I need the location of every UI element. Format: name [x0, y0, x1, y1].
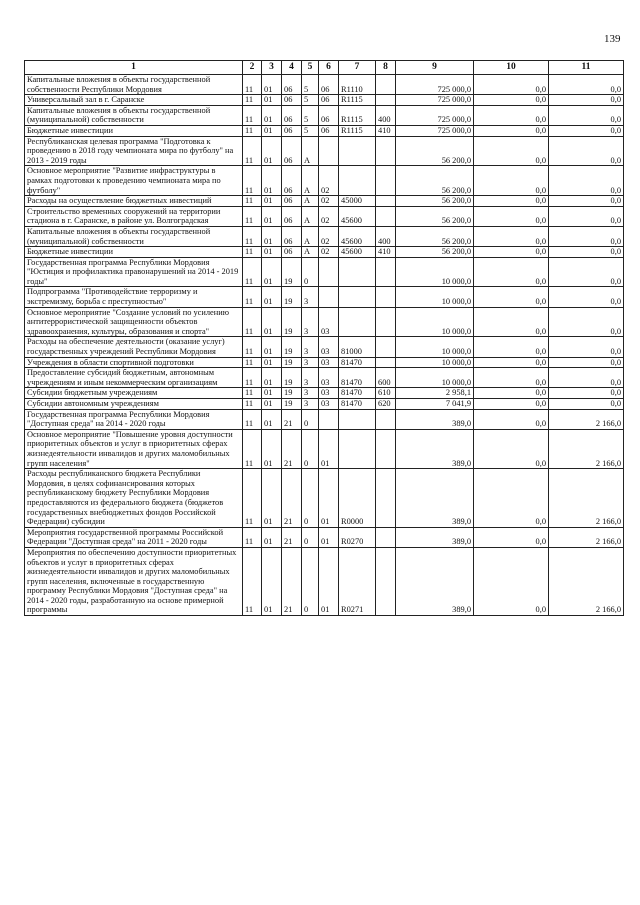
code-cell: 06	[319, 95, 339, 106]
code-cell: 45600	[339, 247, 376, 258]
amount-cell: 725 000,0	[396, 105, 474, 125]
amount-cell: 0,0	[474, 368, 549, 388]
amount-cell: 0,0	[474, 469, 549, 528]
code-cell: 0	[302, 527, 319, 547]
code-cell: 3	[302, 287, 319, 307]
row-name: Государственная программа Республики Мордовия "Доступная среда" на 2014 - 2020 годы	[25, 409, 243, 429]
code-cell: 610	[376, 388, 396, 399]
code-cell: 02	[319, 226, 339, 246]
table-row	[25, 368, 624, 388]
code-cell: 410	[376, 125, 396, 136]
code-cell: 01	[262, 388, 282, 399]
row-name: Республиканская целевая программа "Подготовка к проведению в 2018 году чемпионата мира по футболу" на 2013 - 2019 годы	[25, 136, 243, 166]
amount-cell: 10 000,0	[396, 337, 474, 357]
code-cell: 06	[282, 247, 302, 258]
table-row	[25, 307, 624, 337]
code-cell: R1115	[339, 95, 376, 106]
code-cell: 11	[243, 226, 262, 246]
amount-cell: 0,0	[549, 196, 624, 207]
row-name: Расходы на обеспечение деятельности (оказание услуг) государственных учреждений Республики Мордовия	[25, 337, 243, 357]
code-cell: 21	[282, 469, 302, 528]
code-cell: 01	[262, 257, 282, 287]
table-row	[25, 287, 624, 307]
amount-cell: 0,0	[474, 257, 549, 287]
table-row	[25, 75, 624, 95]
code-cell: 06	[282, 196, 302, 207]
table-row	[25, 547, 624, 615]
amount-cell: 0,0	[549, 357, 624, 368]
row-name: Основное мероприятие "Развитие инфраструктуры в рамках подготовки к проведению чемпионата мира по футболу"	[25, 166, 243, 196]
table-row	[25, 226, 624, 246]
code-cell	[376, 547, 396, 615]
code-cell	[376, 469, 396, 528]
code-cell: 5	[302, 125, 319, 136]
code-cell: 0	[302, 469, 319, 528]
amount-cell: 0,0	[474, 166, 549, 196]
row-name: Универсальный зал в г. Саранске	[25, 95, 243, 106]
code-cell	[339, 166, 376, 196]
code-cell: 11	[243, 469, 262, 528]
code-cell: 06	[282, 75, 302, 95]
amount-cell: 0,0	[549, 136, 624, 166]
code-cell: 19	[282, 307, 302, 337]
code-cell: 02	[319, 206, 339, 226]
code-cell	[319, 136, 339, 166]
amount-cell: 0,0	[549, 226, 624, 246]
code-cell: 3	[302, 337, 319, 357]
amount-cell: 0,0	[474, 226, 549, 246]
code-cell: 600	[376, 368, 396, 388]
code-cell: 11	[243, 166, 262, 196]
column-header: 1	[25, 61, 243, 75]
code-cell: 06	[282, 105, 302, 125]
row-name: Бюджетные инвестиции	[25, 125, 243, 136]
row-name: Расходы на осуществление бюджетных инвестиций	[25, 196, 243, 207]
amount-cell: 2 166,0	[549, 429, 624, 468]
table-row	[25, 337, 624, 357]
code-cell: 11	[243, 357, 262, 368]
code-cell: 11	[243, 368, 262, 388]
code-cell: 45000	[339, 196, 376, 207]
code-cell: 3	[302, 368, 319, 388]
column-header: 7	[339, 61, 376, 75]
code-cell: 01	[262, 226, 282, 246]
table-row	[25, 429, 624, 468]
amount-cell: 0,0	[549, 399, 624, 410]
code-cell: 11	[243, 257, 262, 287]
column-header: 9	[396, 61, 474, 75]
code-cell	[339, 429, 376, 468]
amount-cell: 2 166,0	[549, 527, 624, 547]
code-cell	[339, 307, 376, 337]
code-cell	[319, 409, 339, 429]
code-cell: 620	[376, 399, 396, 410]
amount-cell: 0,0	[474, 125, 549, 136]
code-cell: 01	[262, 337, 282, 357]
amount-cell: 0,0	[549, 247, 624, 258]
code-cell: А	[302, 166, 319, 196]
code-cell: 11	[243, 136, 262, 166]
code-cell: А	[302, 196, 319, 207]
code-cell: 01	[262, 75, 282, 95]
code-cell: 11	[243, 75, 262, 95]
code-cell: R1115	[339, 105, 376, 125]
column-header: 8	[376, 61, 396, 75]
code-cell: R0271	[339, 547, 376, 615]
amount-cell: 0,0	[549, 125, 624, 136]
amount-cell: 2 166,0	[549, 547, 624, 615]
code-cell	[376, 75, 396, 95]
code-cell: 01	[262, 527, 282, 547]
code-cell: 01	[319, 429, 339, 468]
code-cell: 06	[319, 75, 339, 95]
code-cell: 01	[262, 429, 282, 468]
amount-cell: 0,0	[549, 166, 624, 196]
code-cell: 03	[319, 307, 339, 337]
code-cell: 01	[262, 95, 282, 106]
code-cell	[376, 196, 396, 207]
amount-cell: 389,0	[396, 547, 474, 615]
amount-cell: 725 000,0	[396, 125, 474, 136]
table-row	[25, 409, 624, 429]
amount-cell: 0,0	[474, 196, 549, 207]
amount-cell: 0,0	[474, 105, 549, 125]
column-header: 5	[302, 61, 319, 75]
code-cell: 11	[243, 409, 262, 429]
code-cell	[376, 307, 396, 337]
amount-cell: 0,0	[474, 409, 549, 429]
amount-cell: 7 041,9	[396, 399, 474, 410]
amount-cell: 10 000,0	[396, 368, 474, 388]
code-cell: 19	[282, 257, 302, 287]
code-cell: 06	[282, 226, 302, 246]
code-cell: 06	[319, 125, 339, 136]
amount-cell: 0,0	[549, 337, 624, 357]
table-row	[25, 527, 624, 547]
row-name: Капитальные вложения в объекты государственной собственности Республики Мордовия	[25, 75, 243, 95]
code-cell: 01	[262, 469, 282, 528]
row-name: Основное мероприятие "Создание условий по усилению антитеррористической защищенности объектов здравоохранения, культуры, образования и спорта"	[25, 307, 243, 337]
code-cell: 06	[282, 125, 302, 136]
code-cell: 06	[319, 105, 339, 125]
code-cell: 01	[262, 125, 282, 136]
code-cell: 0	[302, 547, 319, 615]
row-name: Учреждения в области спортивной подготовки	[25, 357, 243, 368]
code-cell: 11	[243, 429, 262, 468]
amount-cell: 389,0	[396, 429, 474, 468]
code-cell: 01	[319, 527, 339, 547]
code-cell: 01	[262, 105, 282, 125]
amount-cell: 0,0	[474, 547, 549, 615]
amount-cell: 0,0	[549, 257, 624, 287]
code-cell: 11	[243, 527, 262, 547]
code-cell: 81000	[339, 337, 376, 357]
amount-cell: 0,0	[549, 206, 624, 226]
code-cell	[339, 136, 376, 166]
code-cell: 11	[243, 105, 262, 125]
code-cell	[319, 257, 339, 287]
code-cell: 11	[243, 287, 262, 307]
code-cell: 11	[243, 247, 262, 258]
amount-cell: 725 000,0	[396, 75, 474, 95]
amount-cell: 0,0	[474, 206, 549, 226]
code-cell: 19	[282, 287, 302, 307]
amount-cell: 56 200,0	[396, 247, 474, 258]
amount-cell: 0,0	[474, 357, 549, 368]
code-cell: 81470	[339, 388, 376, 399]
code-cell: 5	[302, 105, 319, 125]
code-cell: R1110	[339, 75, 376, 95]
code-cell: 03	[319, 368, 339, 388]
code-cell: 03	[319, 337, 339, 357]
code-cell: 11	[243, 388, 262, 399]
code-cell: 06	[282, 95, 302, 106]
amount-cell: 0,0	[474, 75, 549, 95]
amount-cell: 0,0	[474, 136, 549, 166]
code-cell: R0000	[339, 469, 376, 528]
column-header: 11	[549, 61, 624, 75]
code-cell: 19	[282, 399, 302, 410]
code-cell	[339, 257, 376, 287]
amount-cell: 0,0	[474, 307, 549, 337]
amount-cell: 56 200,0	[396, 206, 474, 226]
row-name: Мероприятия по обеспечению доступности приоритетных объектов и услуг в приоритетных сферах жизнедеятельности инвалидов и других маломобильных групп населения, включенные в государственную программу Республики Мордовия "Доступная среда" на 2014 - 2020 годы, разработанную на основе примерной программы	[25, 547, 243, 615]
row-name: Расходы республиканского бюджета Республики Мордовия, в целях софинансирования которых республиканскому бюджету Республики Мордовия предоставляются из федерального бюджета (бюджетов государственных внебюджетных фондов Российской Федерации) субсидии	[25, 469, 243, 528]
code-cell: 01	[262, 409, 282, 429]
code-cell: 06	[282, 206, 302, 226]
code-cell: 0	[302, 409, 319, 429]
amount-cell: 10 000,0	[396, 357, 474, 368]
amount-cell: 56 200,0	[396, 196, 474, 207]
amount-cell: 0,0	[549, 75, 624, 95]
code-cell: 400	[376, 226, 396, 246]
code-cell: 03	[319, 357, 339, 368]
code-cell: 11	[243, 307, 262, 337]
code-cell	[376, 527, 396, 547]
code-cell: 11	[243, 196, 262, 207]
code-cell: 11	[243, 399, 262, 410]
amount-cell: 56 200,0	[396, 226, 474, 246]
column-header: 4	[282, 61, 302, 75]
row-name: Капитальные вложения в объекты государственной (муниципальной) собственности	[25, 105, 243, 125]
table-row	[25, 257, 624, 287]
code-cell: 400	[376, 105, 396, 125]
amount-cell: 0,0	[474, 247, 549, 258]
code-cell: 01	[319, 547, 339, 615]
column-header: 2	[243, 61, 262, 75]
code-cell: R0270	[339, 527, 376, 547]
amount-cell: 2 166,0	[549, 469, 624, 528]
code-cell: 06	[282, 136, 302, 166]
code-cell	[339, 287, 376, 307]
code-cell: 19	[282, 368, 302, 388]
code-cell: А	[302, 136, 319, 166]
row-name: Мероприятия государственной программы Российской Федерации "Доступная среда" на 2011 - 2020 годы	[25, 527, 243, 547]
table-row	[25, 469, 624, 528]
code-cell	[376, 136, 396, 166]
code-cell: 01	[262, 166, 282, 196]
amount-cell: 0,0	[549, 368, 624, 388]
code-cell: 81470	[339, 368, 376, 388]
code-cell: 02	[319, 196, 339, 207]
table-row	[25, 399, 624, 410]
column-header: 10	[474, 61, 549, 75]
table-row	[25, 105, 624, 125]
code-cell: 45600	[339, 206, 376, 226]
code-cell: 11	[243, 337, 262, 357]
amount-cell: 0,0	[474, 527, 549, 547]
code-cell: 01	[262, 136, 282, 166]
amount-cell: 0,0	[549, 388, 624, 399]
code-cell: 01	[262, 547, 282, 615]
code-cell: 410	[376, 247, 396, 258]
code-cell	[376, 287, 396, 307]
code-cell: 3	[302, 307, 319, 337]
code-cell: 81470	[339, 357, 376, 368]
code-cell: 11	[243, 95, 262, 106]
table-row	[25, 247, 624, 258]
code-cell: 01	[262, 307, 282, 337]
amount-cell: 0,0	[474, 399, 549, 410]
code-cell: 03	[319, 399, 339, 410]
budget-table	[24, 60, 624, 616]
code-cell: 01	[262, 206, 282, 226]
code-cell: 45600	[339, 226, 376, 246]
code-cell	[376, 206, 396, 226]
amount-cell: 0,0	[474, 337, 549, 357]
column-header: 3	[262, 61, 282, 75]
code-cell: 81470	[339, 399, 376, 410]
row-name: Основное мероприятие "Повышение уровня доступности приоритетных объектов и услуг в приоритетных сферах жизнедеятельности инвалидов и других маломобильных групп населения"	[25, 429, 243, 468]
amount-cell: 389,0	[396, 469, 474, 528]
code-cell: 0	[302, 257, 319, 287]
code-cell: 01	[262, 196, 282, 207]
code-cell	[319, 287, 339, 307]
amount-cell: 0,0	[549, 307, 624, 337]
code-cell	[376, 409, 396, 429]
code-cell: 5	[302, 75, 319, 95]
row-name: Субсидии автономным учреждениям	[25, 399, 243, 410]
code-cell: 21	[282, 429, 302, 468]
code-cell	[376, 166, 396, 196]
table-header-row	[25, 61, 624, 75]
code-cell: 02	[319, 166, 339, 196]
amount-cell: 10 000,0	[396, 257, 474, 287]
page-number: 139	[604, 33, 621, 45]
table-row	[25, 357, 624, 368]
code-cell: 3	[302, 357, 319, 368]
code-cell: 02	[319, 247, 339, 258]
code-cell: 0	[302, 429, 319, 468]
code-cell: 01	[262, 357, 282, 368]
table-row	[25, 136, 624, 166]
amount-cell: 56 200,0	[396, 166, 474, 196]
code-cell: 06	[282, 166, 302, 196]
amount-cell: 0,0	[474, 388, 549, 399]
code-cell: 11	[243, 206, 262, 226]
code-cell: 21	[282, 527, 302, 547]
amount-cell: 0,0	[474, 429, 549, 468]
row-name: Государственная программа Республики Мордовия "Юстиция и профилактика правонарушений на 2014 - 2019 годы"	[25, 257, 243, 287]
code-cell: А	[302, 247, 319, 258]
table-row	[25, 206, 624, 226]
column-header: 6	[319, 61, 339, 75]
code-cell: 3	[302, 388, 319, 399]
code-cell: 01	[262, 247, 282, 258]
code-cell: 11	[243, 547, 262, 615]
code-cell	[376, 429, 396, 468]
amount-cell: 0,0	[474, 95, 549, 106]
code-cell: 3	[302, 399, 319, 410]
code-cell	[376, 337, 396, 357]
code-cell: 21	[282, 547, 302, 615]
row-name: Капитальные вложения в объекты государственной (муниципальной) собственности	[25, 226, 243, 246]
code-cell: R1115	[339, 125, 376, 136]
amount-cell: 389,0	[396, 527, 474, 547]
code-cell: 21	[282, 409, 302, 429]
amount-cell: 2 166,0	[549, 409, 624, 429]
code-cell: 01	[262, 368, 282, 388]
table-row	[25, 166, 624, 196]
code-cell: 01	[262, 399, 282, 410]
table-row	[25, 388, 624, 399]
code-cell: 01	[262, 287, 282, 307]
amount-cell: 2 958,1	[396, 388, 474, 399]
code-cell: 19	[282, 388, 302, 399]
amount-cell: 56 200,0	[396, 136, 474, 166]
code-cell: 01	[319, 469, 339, 528]
code-cell	[376, 257, 396, 287]
code-cell: 11	[243, 125, 262, 136]
code-cell: 5	[302, 95, 319, 106]
code-cell	[339, 409, 376, 429]
amount-cell: 0,0	[549, 105, 624, 125]
amount-cell: 10 000,0	[396, 287, 474, 307]
amount-cell: 0,0	[474, 287, 549, 307]
code-cell: 19	[282, 337, 302, 357]
code-cell	[376, 95, 396, 106]
amount-cell: 725 000,0	[396, 95, 474, 106]
row-name: Предоставление субсидий бюджетным, автономным учреждениям и иным некоммерческим организациям	[25, 368, 243, 388]
code-cell: 03	[319, 388, 339, 399]
table-row	[25, 196, 624, 207]
code-cell: А	[302, 206, 319, 226]
table-row	[25, 95, 624, 106]
amount-cell: 389,0	[396, 409, 474, 429]
amount-cell: 0,0	[549, 287, 624, 307]
code-cell: 19	[282, 357, 302, 368]
code-cell	[376, 357, 396, 368]
table-row	[25, 125, 624, 136]
amount-cell: 10 000,0	[396, 307, 474, 337]
code-cell: А	[302, 226, 319, 246]
row-name: Строительство временных сооружений на территории стадиона в г. Саранске, в районе ул. Волгоградская	[25, 206, 243, 226]
amount-cell: 0,0	[549, 95, 624, 106]
row-name: Бюджетные инвестиции	[25, 247, 243, 258]
row-name: Субсидии бюджетным учреждениям	[25, 388, 243, 399]
row-name: Подпрограмма "Противодействие терроризму и экстремизму, борьба с преступностью"	[25, 287, 243, 307]
